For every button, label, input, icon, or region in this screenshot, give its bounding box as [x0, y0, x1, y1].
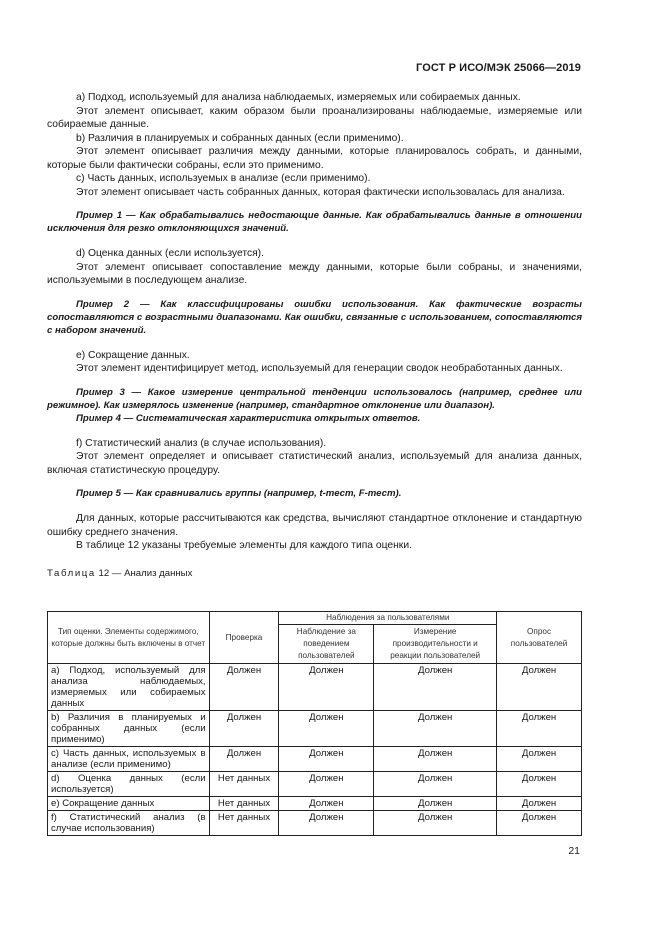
- item-f-title: f) Статистический анализ (в случае использования).: [76, 437, 327, 449]
- item-b-desc: Этот элемент описывает различия между данными, которые планировалось собрать, и данными, которые были фактически собраны, если это применимо.: [47, 146, 582, 171]
- item-c-title: c) Часть данных, используемых в анализе (если применимо).: [76, 173, 371, 184]
- item-d-title: d) Оценка данных (если используется).: [76, 248, 264, 259]
- row-label: a) Подход, используемый для анализа наблюдаемых, измеряемых или собираемых данных: [48, 664, 210, 711]
- example-1: Пример 1 — Как обрабатывались недостающие данные. Как обрабатывались данные в отношении исключения для резко отклоняющихся значений.: [47, 210, 582, 234]
- row-label: f) Статистический анализ (в случае использования): [48, 811, 210, 836]
- item-a-title: a) Подход, используемый для анализа наблюдаемых, измеряемых или собираемых данных.: [76, 92, 521, 103]
- cell-value: Должен: [374, 811, 497, 836]
- data-analysis-table: [47, 611, 582, 836]
- item-f-desc: Этот элемент определяет и описывает статистический анализ, используемый для анализа данных, включая статистическую процедуру.: [47, 451, 582, 476]
- item-a-desc: Этот элемент описывает, каким образом были проанализированы наблюдаемые, измеряемые или собираемые данные.: [47, 105, 582, 130]
- cell-value: Должен: [209, 747, 279, 772]
- cell-value: Должен: [279, 747, 374, 772]
- item-e-title: e) Сокращение данных.: [76, 349, 190, 361]
- item-b-title: b) Различия в планируемых и собранных данных (если применимо).: [76, 132, 404, 144]
- row-label: b) Различия в планируемых и собранных данных (если применимо): [48, 711, 210, 747]
- cell-value: Должен: [279, 664, 374, 711]
- row-label: d) Оценка данных (если используется): [48, 772, 210, 797]
- cell-value: Должен: [209, 711, 279, 747]
- cell-value: Должен: [279, 772, 374, 797]
- col-header-survey: Опрос пользователей: [497, 612, 582, 664]
- col-header-type: Тип оценки. Элементы содержимого, которые должны быть включены в отчет: [48, 612, 210, 664]
- page-number: 21: [568, 845, 580, 857]
- table-row: [48, 711, 582, 747]
- table-caption-label: Таблица: [47, 567, 96, 579]
- cell-value: Должен: [497, 664, 582, 711]
- cell-value: Должен: [497, 797, 582, 811]
- cell-value: Должен: [497, 811, 582, 836]
- note-2: В таблице 12 указаны требуемые элементы для каждого типа оценки.: [76, 540, 412, 551]
- col-header-inspection: Проверка: [209, 612, 279, 664]
- cell-value: Должен: [209, 664, 279, 711]
- cell-value: Должен: [374, 772, 497, 797]
- table-row: [48, 772, 582, 797]
- cell-value: Должен: [374, 711, 497, 747]
- cell-value: Нет данных: [209, 772, 279, 797]
- col-header-behavior: Наблюдение за поведением пользователей: [279, 625, 374, 664]
- table-caption-text: 12 — Анализ данных: [98, 567, 193, 579]
- cell-value: Должен: [374, 797, 497, 811]
- cell-value: Должен: [497, 747, 582, 772]
- col-header-group-observation: Наблюдения за пользователями: [279, 612, 497, 625]
- table-row: [48, 664, 582, 711]
- table-row: [48, 811, 582, 836]
- table-row: [48, 797, 582, 811]
- item-d-desc: Этот элемент описывает сопоставление между данными, которые были собраны, и значениями, используемыми в последующем анализе.: [47, 261, 582, 286]
- example-3: Пример 3 — Какое измерение центральной тенденции использовалось (например, среднее или режимное). Как измерялось изменение (например, стандартное отклонение или диапазон).: [47, 386, 582, 411]
- cell-value: Нет данных: [209, 811, 279, 836]
- cell-value: Должен: [279, 711, 374, 747]
- standard-header: ГОСТ Р ИСО/МЭК 25066—2019: [416, 62, 581, 74]
- cell-value: Должен: [374, 664, 497, 711]
- example-5: Пример 5 — Как сравнивались группы (например, t-тест, F-тест).: [76, 488, 402, 499]
- body-text: [47, 91, 582, 580]
- note-1: Для данных, которые рассчитываются как средства, вычисляют стандартное отклонение и стандартную ошибку среднего значения.: [47, 513, 582, 538]
- example-4: Пример 4 — Систематическая характеристика открытых ответов.: [76, 412, 421, 424]
- table-row: [48, 747, 582, 772]
- cell-value: Должен: [279, 811, 374, 836]
- cell-value: Должен: [374, 747, 497, 772]
- col-header-performance: Измерение производительности и реакции пользователей: [374, 625, 497, 664]
- table-caption: [47, 567, 582, 581]
- item-c-desc: Этот элемент описывает часть собранных данных, которая фактически использовалась для анализа.: [76, 186, 565, 198]
- cell-value: Должен: [497, 711, 582, 747]
- row-label: e) Сокращение данных: [48, 797, 210, 811]
- item-e-desc: Этот элемент идентифицирует метод, используемый для генерации сводок необработанных данных.: [76, 363, 563, 374]
- example-2: Пример 2 — Как классифицированы ошибки использования. Как фактические возрасты сопоставляются с возрастными диапазонами. Как ошибки, связанные с использованием, сопоставляются с набором значений.: [47, 298, 582, 336]
- cell-value: Нет данных: [209, 797, 279, 811]
- cell-value: Должен: [279, 797, 374, 811]
- cell-value: Должен: [497, 772, 582, 797]
- row-label: c) Часть данных, используемых в анализе (если применимо): [48, 747, 210, 772]
